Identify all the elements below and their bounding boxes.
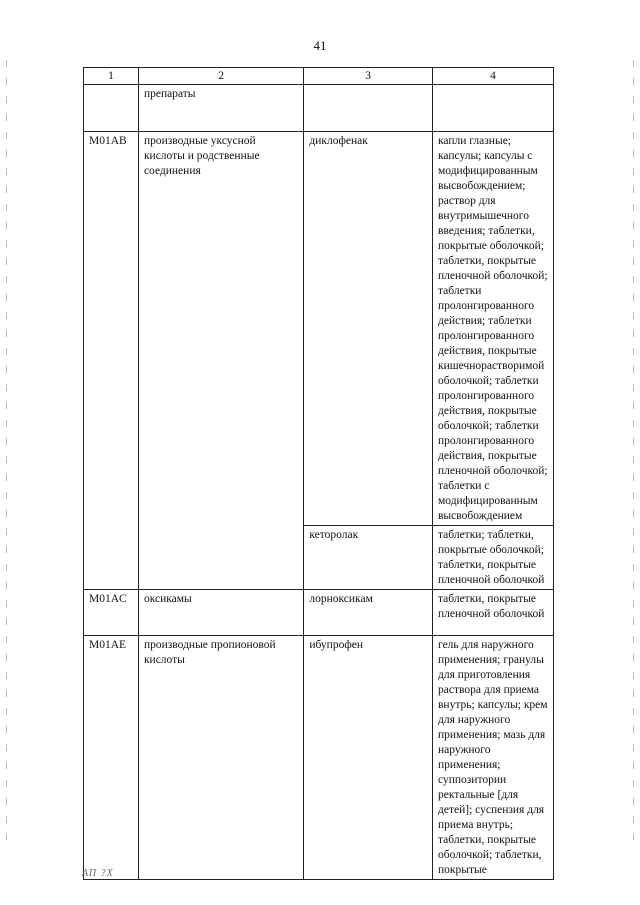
drug-cell: диклофенак — [304, 132, 433, 526]
atc-code-cell: M01AC — [84, 590, 139, 636]
header-col-3: 3 — [304, 68, 433, 85]
forms-cell: гель для наружного применения; гранулы для приготовления раствора для приема внутрь; капсулы; крем для наружного применения; мазь для наружного применения; суппозитории ректальные [для детей]; суспензия для приема внутрь; таблетки, покрытые оболочкой; таблетки, покрытые — [433, 636, 554, 880]
drug-cell: кеторолак — [304, 526, 433, 590]
group-cell: производные уксусной кислоты и родственные соединения — [138, 132, 303, 590]
forms-cell — [433, 85, 554, 132]
drug-cell — [304, 85, 433, 132]
group-cell: препараты — [138, 85, 303, 132]
scan-margin-right — [633, 60, 634, 840]
forms-cell: таблетки; таблетки, покрытые оболочкой; таблетки, покрытые пленочной оболочкой — [433, 526, 554, 590]
table-row — [84, 132, 554, 526]
header-col-2: 2 — [138, 68, 303, 85]
atc-code-cell: M01AE — [84, 636, 139, 880]
group-cell: оксикамы — [138, 590, 303, 636]
page-number: 41 — [313, 38, 327, 53]
atc-code-cell: M01AB — [84, 132, 139, 590]
drug-cell: ибупрофен — [304, 636, 433, 880]
scan-margin-left — [6, 60, 7, 840]
table-row — [84, 590, 554, 636]
atc-code-cell — [84, 85, 139, 132]
table-header-row — [84, 68, 554, 85]
forms-cell: капли глазные; капсулы; капсулы с модифицированным высвобождением; раствор для внутримышечного введения; таблетки, покрытые оболочкой; таблетки, покрытые пленочной оболочкой; таблетки пролонгированного действия; таблетки пролонгированного действия, покрытые кишечнорастворимой оболочкой; таблетки пролонгированного действия, покрытые оболочкой; таблетки пролонгированного действия, покрытые пленочной оболочкой; таблетки с модифицированным высвобождением — [433, 132, 554, 526]
group-cell: производные пропионовой кислоты — [138, 636, 303, 880]
drug-list-table — [83, 67, 554, 880]
forms-cell: таблетки, покрытые пленочной оболочкой — [433, 590, 554, 636]
footer-mark: АП ?Х — [82, 868, 114, 879]
table-row — [84, 85, 554, 132]
drug-cell: лорноксикам — [304, 590, 433, 636]
header-col-4: 4 — [433, 68, 554, 85]
header-col-1: 1 — [84, 68, 139, 85]
table-row — [84, 636, 554, 880]
